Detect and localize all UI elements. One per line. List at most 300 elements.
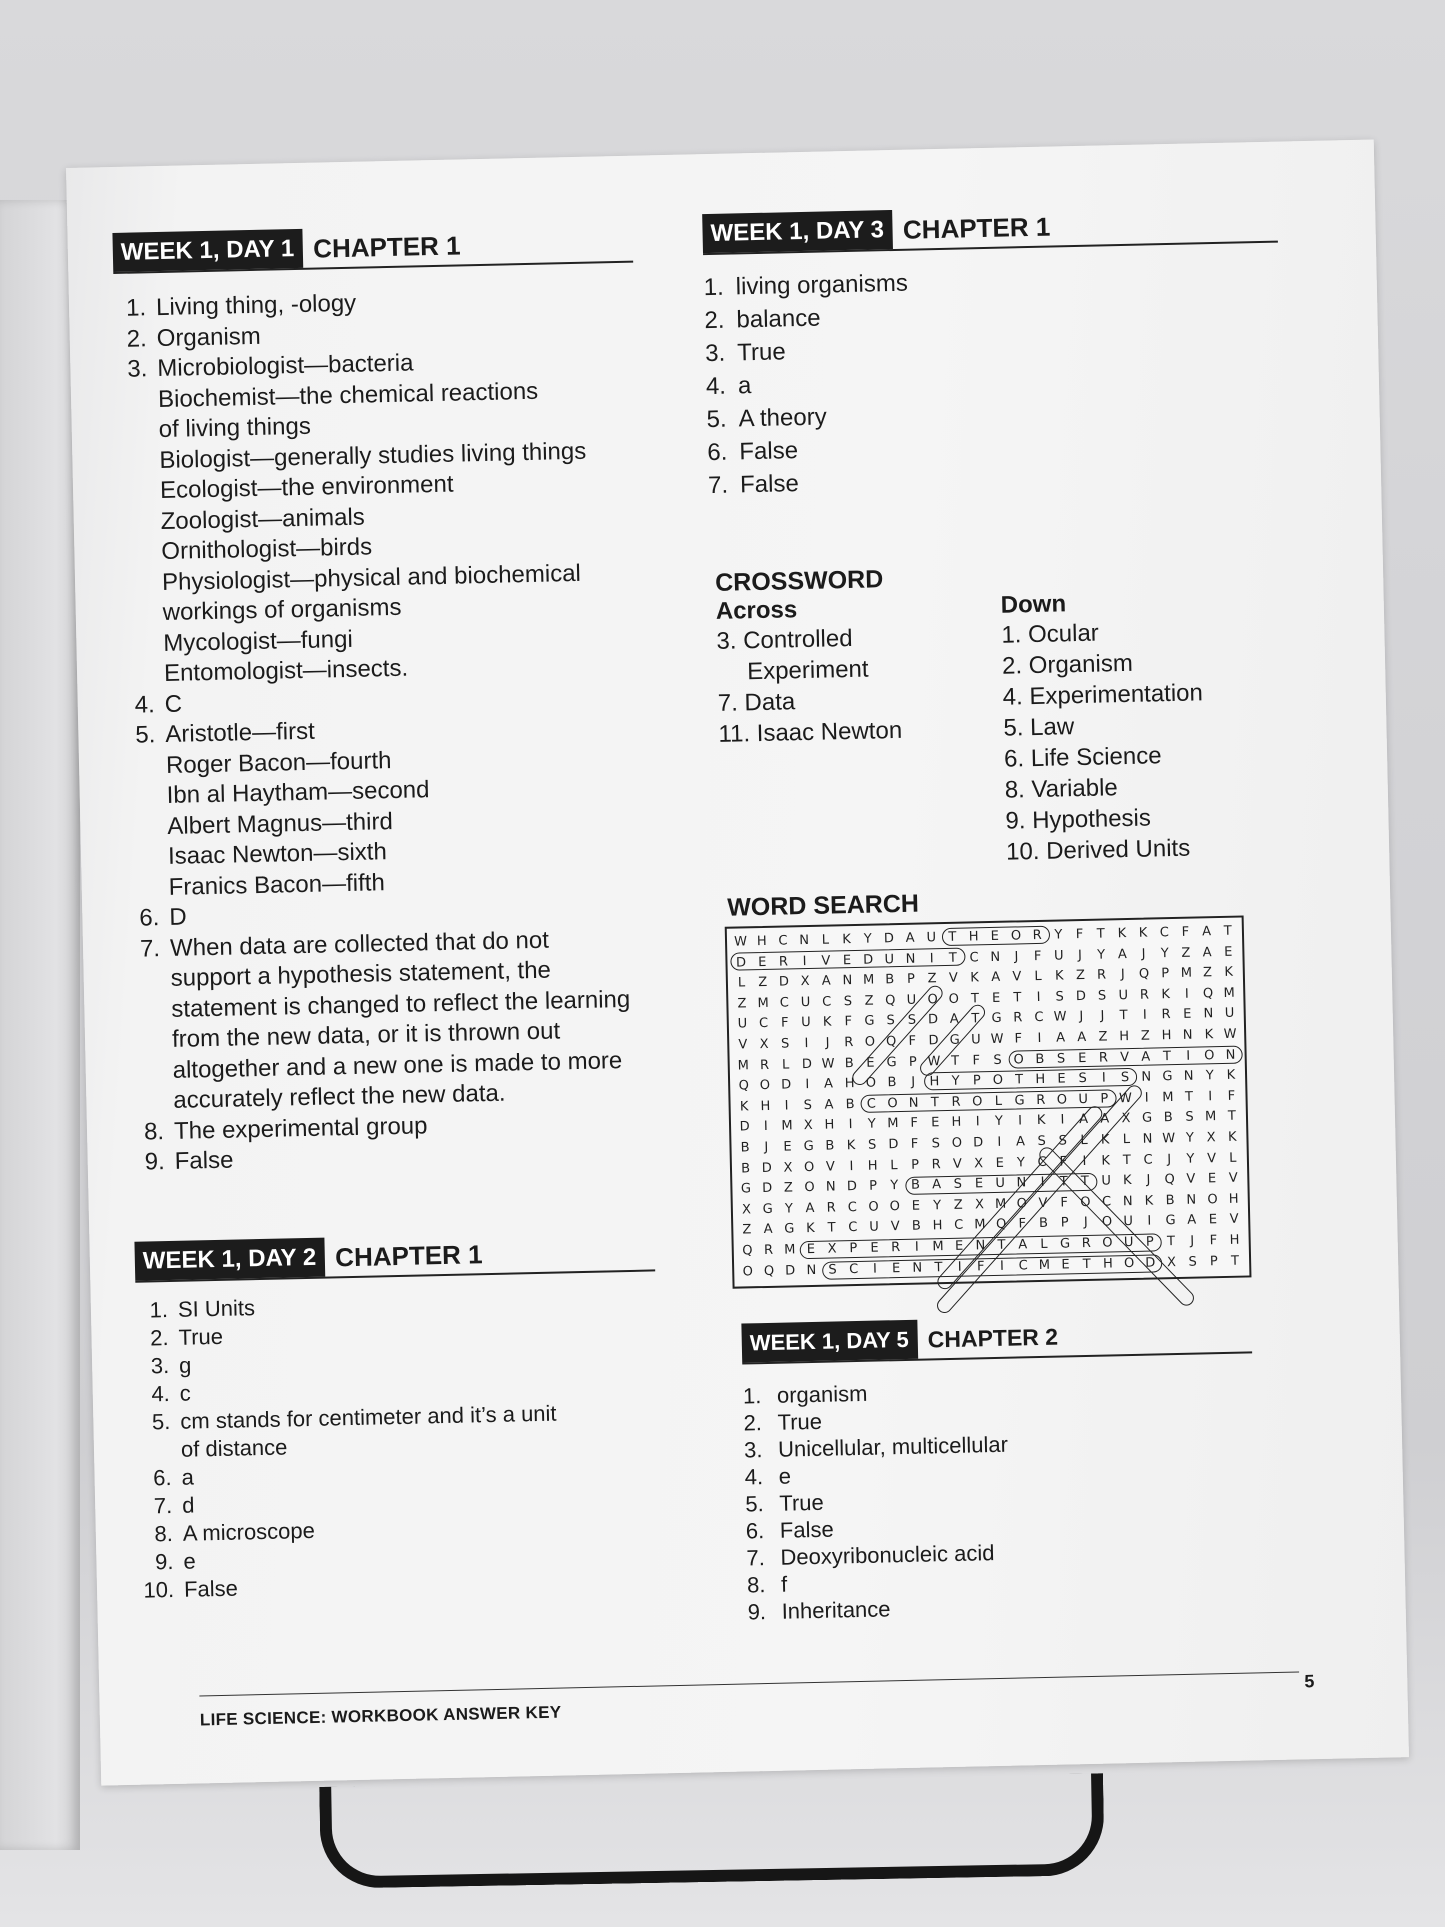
list-item: of living things (158, 412, 312, 444)
wordsearch-letter: L (1040, 1236, 1048, 1252)
wordsearch-letter: I (1184, 986, 1189, 1002)
wordsearch-letter: P (910, 1157, 920, 1173)
wordsearch-letter: M (974, 1217, 986, 1233)
wordsearch-letter: E (891, 1260, 901, 1276)
wordsearch-letter: Q (995, 1217, 1007, 1233)
wordsearch-letter: N (806, 1262, 817, 1278)
list-item: 4. C (134, 690, 183, 719)
wordsearch-letter: O (1056, 1092, 1068, 1108)
wordsearch-letter: M (1162, 1089, 1174, 1106)
wordsearch-letter: K (1054, 968, 1064, 984)
wordsearch-letter: W (734, 934, 748, 950)
wordsearch-letter: E (995, 1155, 1005, 1171)
wordsearch-grid (725, 915, 1252, 1288)
wordsearch-letter: S (1097, 988, 1107, 1004)
wordsearch-letter: U (1118, 987, 1129, 1004)
list-item: Roger Bacon—fourth (165, 746, 392, 779)
wordsearch-letter: Y (1016, 1154, 1026, 1171)
wordsearch-letter: R (1098, 1050, 1109, 1066)
wordsearch-letter: S (1056, 1050, 1066, 1067)
wordsearch-letter: I (1142, 1008, 1147, 1024)
wordsearch-letter: U (1123, 1214, 1134, 1230)
wordsearch-letter: R (1139, 987, 1150, 1003)
day1-tag: WEEK 1, DAY 1 (112, 229, 303, 272)
wordsearch-letter: T (951, 1053, 960, 1069)
wordsearch-letter: I (1082, 1153, 1087, 1169)
wordsearch-letter: T (1227, 1109, 1237, 1125)
wordsearch-letter: J (1100, 1008, 1105, 1025)
wordsearch-letter: Y (784, 1201, 793, 1217)
book-stand (319, 1773, 1105, 1889)
wordsearch-letter: U (1101, 1173, 1112, 1189)
wordsearch-letter: O (864, 1034, 876, 1050)
wordsearch-letter: D (883, 931, 895, 947)
crossword-title: CROSSWORD (714, 565, 884, 597)
wordsearch-letter: V (1120, 1049, 1130, 1065)
list-item: Mycologist—fungi (163, 625, 354, 657)
wordsearch-letter: I (1060, 1112, 1065, 1128)
wordsearch-letter: J (1014, 949, 1019, 965)
wordsearch-letter: N (905, 951, 916, 967)
wordsearch-letter: S (780, 1036, 790, 1052)
wordsearch-letter: I (763, 1119, 768, 1135)
wordsearch-letter: A (763, 1222, 773, 1238)
wordsearch-letter: U (1224, 1006, 1235, 1022)
wordsearch-letter: B (887, 1075, 897, 1091)
wordsearch-letter: F (910, 1136, 919, 1152)
wordsearch-letter: X (803, 1118, 813, 1134)
wordsearch-letter: D (1075, 988, 1087, 1004)
wordsearch-letter: Z (953, 1197, 963, 1213)
wordsearch-letter: D (888, 1137, 899, 1153)
wordsearch-letter: L (1228, 1150, 1237, 1166)
wordsearch-letter: C (779, 995, 790, 1011)
wordsearch-letter: N (1183, 1068, 1194, 1084)
wordsearch-letter: O (865, 1075, 877, 1091)
wordsearch-letter: B (844, 1055, 854, 1071)
wordsearch-letter: R (759, 1057, 770, 1073)
wordsearch-letter: X (759, 1036, 769, 1053)
answer-key-page (66, 139, 1409, 1785)
wordsearch-letter: O (887, 1095, 898, 1112)
wordsearch-letter: D (863, 952, 874, 968)
wordsearch-letter: M (1038, 1257, 1051, 1273)
wordsearch-letter: B (885, 972, 895, 988)
wordsearch-letter: F (1018, 1216, 1027, 1232)
wordsearch-letter: S (1185, 1109, 1194, 1126)
wordsearch-letter: G (784, 1221, 795, 1237)
wordsearch-letter: K (1226, 1067, 1236, 1084)
list-item: Experiment (746, 655, 869, 686)
wordsearch-letter: R (778, 954, 789, 970)
wordsearch-letter: H (1119, 1028, 1130, 1045)
wordsearch-letter: P (849, 1240, 858, 1257)
wordsearch-letter: E (911, 1198, 921, 1214)
wordsearch-letter: E (1208, 1212, 1218, 1228)
wordsearch-letter: O (1204, 1047, 1215, 1063)
wordsearch-letter: W (990, 1031, 1004, 1048)
wordsearch-letter: I (957, 1259, 962, 1275)
day3-chapter: CHAPTER 1 (902, 211, 1051, 245)
wordsearch-letter: J (1120, 967, 1125, 983)
wordsearch-letter: S (828, 1261, 837, 1278)
wordsearch-letter: L (781, 1056, 790, 1073)
wordsearch-letter: K (1036, 1113, 1046, 1129)
wordsearch-letter: I (784, 1098, 789, 1114)
wordsearch-letter: T (1184, 1089, 1194, 1105)
wordsearch-letter: D (735, 954, 747, 971)
list-item: Ornithologist—birds (161, 533, 373, 566)
wordsearch-letter: N (842, 973, 853, 989)
wordsearch-letter: X (1166, 1254, 1177, 1270)
wordsearch-letter: S (953, 1176, 963, 1192)
wordsearch-letter: H (932, 1218, 943, 1234)
wordsearch-letter: O (742, 1263, 754, 1279)
day5-tag: WEEK 1, DAY 5 (741, 1320, 918, 1363)
day2-chapter: CHAPTER 1 (334, 1239, 483, 1273)
wordsearch-letter: H (1035, 1072, 1046, 1088)
wordsearch-letter: T (1162, 1048, 1172, 1064)
list-item: 5. cm stands for centimeter and it’s a unit (151, 1400, 557, 1435)
list-item: 5. Aristotle—first (135, 717, 315, 749)
list-item: 7. False (707, 470, 800, 500)
wordsearch-letter: I (802, 953, 807, 969)
wordsearch-letter: M (887, 1116, 899, 1132)
wordsearch-letter: D (739, 1119, 750, 1135)
wordsearch-letter: S (1078, 1071, 1087, 1087)
wordsearch-letter: T (1119, 1008, 1128, 1024)
list-item: Zoologist—animals (160, 503, 366, 535)
wordsearch-letter: J (1167, 1151, 1172, 1167)
wordsearch-letter: Z (737, 996, 747, 1012)
wordsearch-letter: O (1123, 1255, 1135, 1271)
wordsearch-letter: W (1118, 1090, 1133, 1106)
day1-section (112, 222, 653, 1179)
wordsearch-letter: K (846, 1137, 856, 1154)
wordsearch-letter: Y (863, 931, 872, 947)
list-item: 1. Living thing, -ology (125, 289, 357, 322)
footer-title: LIFE SCIENCE: WORKBOOK ANSWER KEY (199, 1702, 562, 1730)
wordsearch-letter: W (1162, 1130, 1176, 1147)
wordsearch-letter: I (1101, 1070, 1106, 1086)
wordsearch-letter: E (1077, 1050, 1087, 1066)
wordsearch-letter: T (1013, 990, 1022, 1006)
wordsearch-letter: E (757, 954, 767, 970)
list-item: 1. Ocular (1001, 619, 1100, 649)
list-item: 7. d (153, 1492, 195, 1519)
wordsearch-letter: H (867, 1158, 878, 1174)
list-item: workings of organisms (162, 593, 402, 626)
wordsearch-letter: R (763, 1242, 774, 1258)
wordsearch-letter: A (1202, 924, 1212, 940)
wordsearch-letter: I (872, 1261, 878, 1277)
wordsearch-letter: K (1138, 925, 1148, 941)
wordsearch-letter: P (1209, 1253, 1218, 1269)
wordsearch-letter: T (930, 1094, 940, 1111)
wordsearch-letter: S (1037, 1133, 1046, 1149)
wordsearch-letter: D (780, 1077, 792, 1093)
wordsearch-letter: L (1122, 1131, 1131, 1148)
day2-header (134, 1230, 655, 1282)
wordsearch-letter: T (934, 1259, 943, 1275)
wordsearch-letter: U (970, 1032, 981, 1048)
day3-tag: WEEK 1, DAY 3 (702, 210, 893, 253)
wordsearch-letter: X (974, 1196, 985, 1213)
wordsearch-letter: I (848, 1117, 853, 1133)
wordsearch-letter: Y (867, 1116, 876, 1133)
wordsearch-letter: N (1122, 1193, 1133, 1209)
wordsearch-letter: Y (951, 1073, 960, 1090)
wordsearch-letter: E (842, 952, 852, 968)
wordsearch-letter: I (1037, 1030, 1042, 1046)
day2-tag: WEEK 1, DAY 2 (134, 1238, 325, 1281)
wordsearch-letter: T (827, 1220, 836, 1236)
wordsearch-letter: P (908, 1054, 917, 1070)
wordsearch-letter: M (1204, 1109, 1217, 1125)
day3-answer-list (703, 259, 1283, 502)
wordsearch-letter: Q (763, 1263, 775, 1279)
wordsearch-letter: F (1033, 948, 1042, 964)
wordsearch-letter: T (1230, 1253, 1240, 1269)
wordsearch-letter: V (948, 970, 958, 987)
list-item: 5. Law (1003, 713, 1075, 742)
list-item: of distance (180, 1434, 288, 1462)
wordsearch-letter: I (805, 1077, 810, 1093)
list-item: altogether and a new one is made to more (172, 1046, 623, 1084)
list-item: 8. The experimental group (143, 1111, 428, 1146)
wordsearch-letter: R (1081, 1235, 1091, 1252)
wordsearch-letter: M (862, 972, 875, 988)
wordsearch-letter: C (1034, 1010, 1044, 1026)
wordsearch-letter: X (783, 1159, 793, 1176)
wordsearch-letter: G (949, 1032, 960, 1048)
list-item: 9. False (144, 1146, 234, 1176)
wordsearch-letter: V (825, 1159, 835, 1175)
wordsearch-letter: F (844, 1014, 853, 1030)
wordsearch-letter: V (738, 1037, 748, 1053)
wordsearch-letter: B (1163, 1110, 1173, 1126)
list-item: support a hypothesis statement, the (170, 956, 552, 992)
list-item: 2. True (149, 1323, 224, 1351)
wordsearch-letter: K (842, 932, 851, 948)
wordsearch-letter: F (1014, 1031, 1023, 1047)
list-item: 5. True (745, 1489, 824, 1517)
wordsearch-letter: P (1100, 1091, 1109, 1107)
wordsearch-letter: Y (932, 1197, 942, 1214)
wordsearch-letter: S (843, 993, 853, 1010)
wordsearch-letter: K (739, 1099, 749, 1115)
wordsearch-letter: O (804, 1180, 815, 1196)
wordsearch-letter: H (824, 1117, 835, 1134)
wordsearch-letter: G (1162, 1069, 1173, 1085)
wordsearch-letter: U (906, 992, 917, 1008)
wordsearch-letter: P (972, 1073, 981, 1089)
wordsearch-letter: L (1034, 969, 1042, 985)
list-item: 8. Variable (1004, 774, 1119, 804)
list-item: statement is changed to reflect the learning (171, 985, 631, 1023)
wordsearch-letter: C (778, 933, 788, 949)
list-item: Isaac Newton—sixth (167, 838, 388, 870)
wordsearch-letter: M (1223, 985, 1235, 1001)
wordsearch-letter: O (759, 1078, 771, 1094)
wordsearch-letter: D (972, 1135, 984, 1151)
wordsearch-letter: O (1101, 1214, 1113, 1230)
wordsearch-letter: F (1059, 1153, 1068, 1170)
wordsearch-letter: M (994, 1196, 1007, 1212)
wordsearch-letter: H (844, 1076, 855, 1092)
wordsearch-letter: C (1159, 925, 1169, 941)
wordsearch-letter: Z (1075, 968, 1086, 984)
day2-answer-list (136, 1285, 663, 1604)
wordsearch-letter: R (826, 1200, 836, 1216)
wordsearch-letter: I (804, 1035, 809, 1052)
down-title: Down (1000, 590, 1067, 619)
wordsearch-letter: G (1165, 1213, 1176, 1229)
wordsearch-letter: K (1144, 1193, 1154, 1209)
wordsearch-letter: F (1075, 926, 1084, 943)
wordsearch-letter: T (1223, 923, 1232, 939)
wordsearch-letter: C (822, 994, 832, 1010)
wordsearch-letter: R (844, 1035, 854, 1051)
list-item: 3. g (150, 1352, 192, 1379)
wordsearch-letter: I (975, 1114, 980, 1130)
footer-rule (199, 1671, 1299, 1696)
list-item: 6. Life Science (1003, 742, 1162, 773)
wordsearch-letter: W (1053, 1009, 1067, 1026)
list-item: 1. living organisms (703, 269, 909, 302)
wordsearch-letter: L (890, 1157, 898, 1173)
wordsearch-letter: O (992, 1072, 1004, 1089)
wordsearch-letter: B (911, 1218, 922, 1235)
wordsearch-letter: O (1207, 1191, 1218, 1208)
wordsearch-letter: N (908, 1095, 919, 1111)
wordsearch-letter: Z (1202, 965, 1213, 981)
answer-circle (942, 926, 1050, 946)
wordsearch-letter: E (931, 1115, 940, 1131)
wordsearch-letter: S (867, 1137, 877, 1153)
wordsearch-letter: D (1145, 1254, 1156, 1271)
list-item: 10. False (143, 1575, 239, 1603)
wordsearch-letter: A (1202, 944, 1212, 960)
wordsearch-letter: M (932, 1239, 944, 1255)
wordsearch-letter: S (907, 1013, 917, 1029)
wordsearch-letter: S (803, 1097, 813, 1113)
wordsearch-letter: U (801, 1015, 811, 1031)
wordsearch-letter: R (951, 1094, 961, 1110)
wordsearch-letter: E (991, 990, 1001, 1006)
wordsearch-letter: U (995, 1175, 1006, 1192)
wordsearch-letter: M (737, 1057, 750, 1074)
wordsearch-letter: S (1120, 1070, 1130, 1086)
wordsearch-letter: N (825, 1179, 836, 1195)
wordsearch-letter: B (740, 1140, 750, 1156)
wordsearch-letter: E (990, 928, 1000, 945)
wordsearch-letter: N (990, 949, 1001, 965)
wordsearch-letter: M (1180, 965, 1193, 982)
wordsearch-letter: E (1061, 1256, 1070, 1273)
wordsearch-letter: G (740, 1181, 752, 1197)
wordsearch-letter: T (1122, 1152, 1131, 1168)
wordsearch-letter: V (1038, 1195, 1048, 1211)
wordsearch-letter: A (1015, 1134, 1026, 1150)
wordsearch-letter: I (1208, 1088, 1213, 1105)
wordsearch-letter: A (824, 1097, 834, 1113)
wordsearch-letter: D (928, 1033, 939, 1049)
wordsearch-letter: A (905, 930, 915, 946)
wordsearch-letter: X (827, 1241, 837, 1257)
wordsearch-letter: A (1078, 1112, 1089, 1128)
wordsearch-letter: B (1035, 1051, 1045, 1067)
wordsearch-letter: U (926, 930, 937, 946)
wordsearch-letter: G (886, 1054, 897, 1070)
wordsearch-letter: H (1102, 1255, 1113, 1272)
left-page-edge (0, 200, 80, 1850)
wordsearch-letter: C (847, 1199, 858, 1215)
wordsearch-letter: K (1122, 1173, 1132, 1189)
day1-chapter: CHAPTER 1 (312, 230, 461, 264)
wordsearch-letter: K (1117, 926, 1127, 942)
wordsearch-letter: J (1077, 947, 1083, 963)
wordsearch-letter: Z (758, 975, 768, 991)
list-item: 4. e (744, 1463, 792, 1490)
wordsearch-letter: P (1145, 1234, 1154, 1250)
wordsearch-letter: V (821, 953, 831, 969)
wordsearch-letter: I (1040, 1175, 1045, 1191)
wordsearch-letter: V (890, 1219, 900, 1235)
wordsearch-letter: G (762, 1201, 773, 1217)
list-item: 4. a (705, 372, 752, 401)
day2-section (134, 1230, 662, 1604)
wordsearch-letter: I (849, 1158, 854, 1174)
list-item: Physiologist—physical and biochemical (161, 559, 582, 596)
list-item: 9. Inheritance (747, 1596, 891, 1625)
wordsearch-letter: N (1016, 1175, 1027, 1191)
wordsearch-letter: R (1032, 927, 1042, 944)
wordsearch-letter: A (1141, 1049, 1151, 1065)
wordsearch-letter: F (976, 1258, 985, 1274)
wordsearch-letter: S (1055, 989, 1065, 1005)
crossword-down (1000, 587, 1206, 867)
list-item: 3. Controlled (716, 624, 853, 655)
wordsearch-letter: H (760, 1098, 771, 1114)
list-item: 7. When data are collected that do not (139, 926, 550, 963)
wordsearch-letter: S (993, 1052, 1002, 1068)
wordsearch-letter: J (1079, 1009, 1084, 1025)
wordsearch-letter: G (991, 1011, 1002, 1027)
list-item: 4. c (151, 1380, 192, 1407)
wordsearch-letter: Q (742, 1243, 753, 1259)
wordsearch-letter: F (780, 1015, 789, 1031)
wordsearch-letter: C (866, 1096, 877, 1112)
list-item: 5. A theory (706, 403, 827, 434)
wordsearch-letter: Q (1164, 1172, 1175, 1188)
wordsearch-letter: S (1058, 1133, 1068, 1149)
list-item: 2. Organism (1001, 649, 1134, 680)
day3-header (702, 202, 1278, 256)
wordsearch-letter: G (803, 1138, 814, 1155)
wordsearch-letter: Y (1186, 1151, 1195, 1167)
wordsearch-letter: I (1147, 1213, 1152, 1229)
wordsearch-letter: B (825, 1138, 835, 1154)
wordsearch-letter: C (1018, 1257, 1028, 1273)
wordsearch-letter: Q (1138, 966, 1150, 982)
wordsearch-letter: U (1123, 1234, 1134, 1251)
wordsearch-letter: G (864, 1013, 875, 1030)
wordsearch-letter: R (1096, 967, 1107, 983)
wordsearch-letter: O (1013, 1051, 1024, 1068)
wordsearch-letter: H (1229, 1232, 1240, 1248)
list-item: Franics Bacon—fifth (168, 868, 386, 901)
